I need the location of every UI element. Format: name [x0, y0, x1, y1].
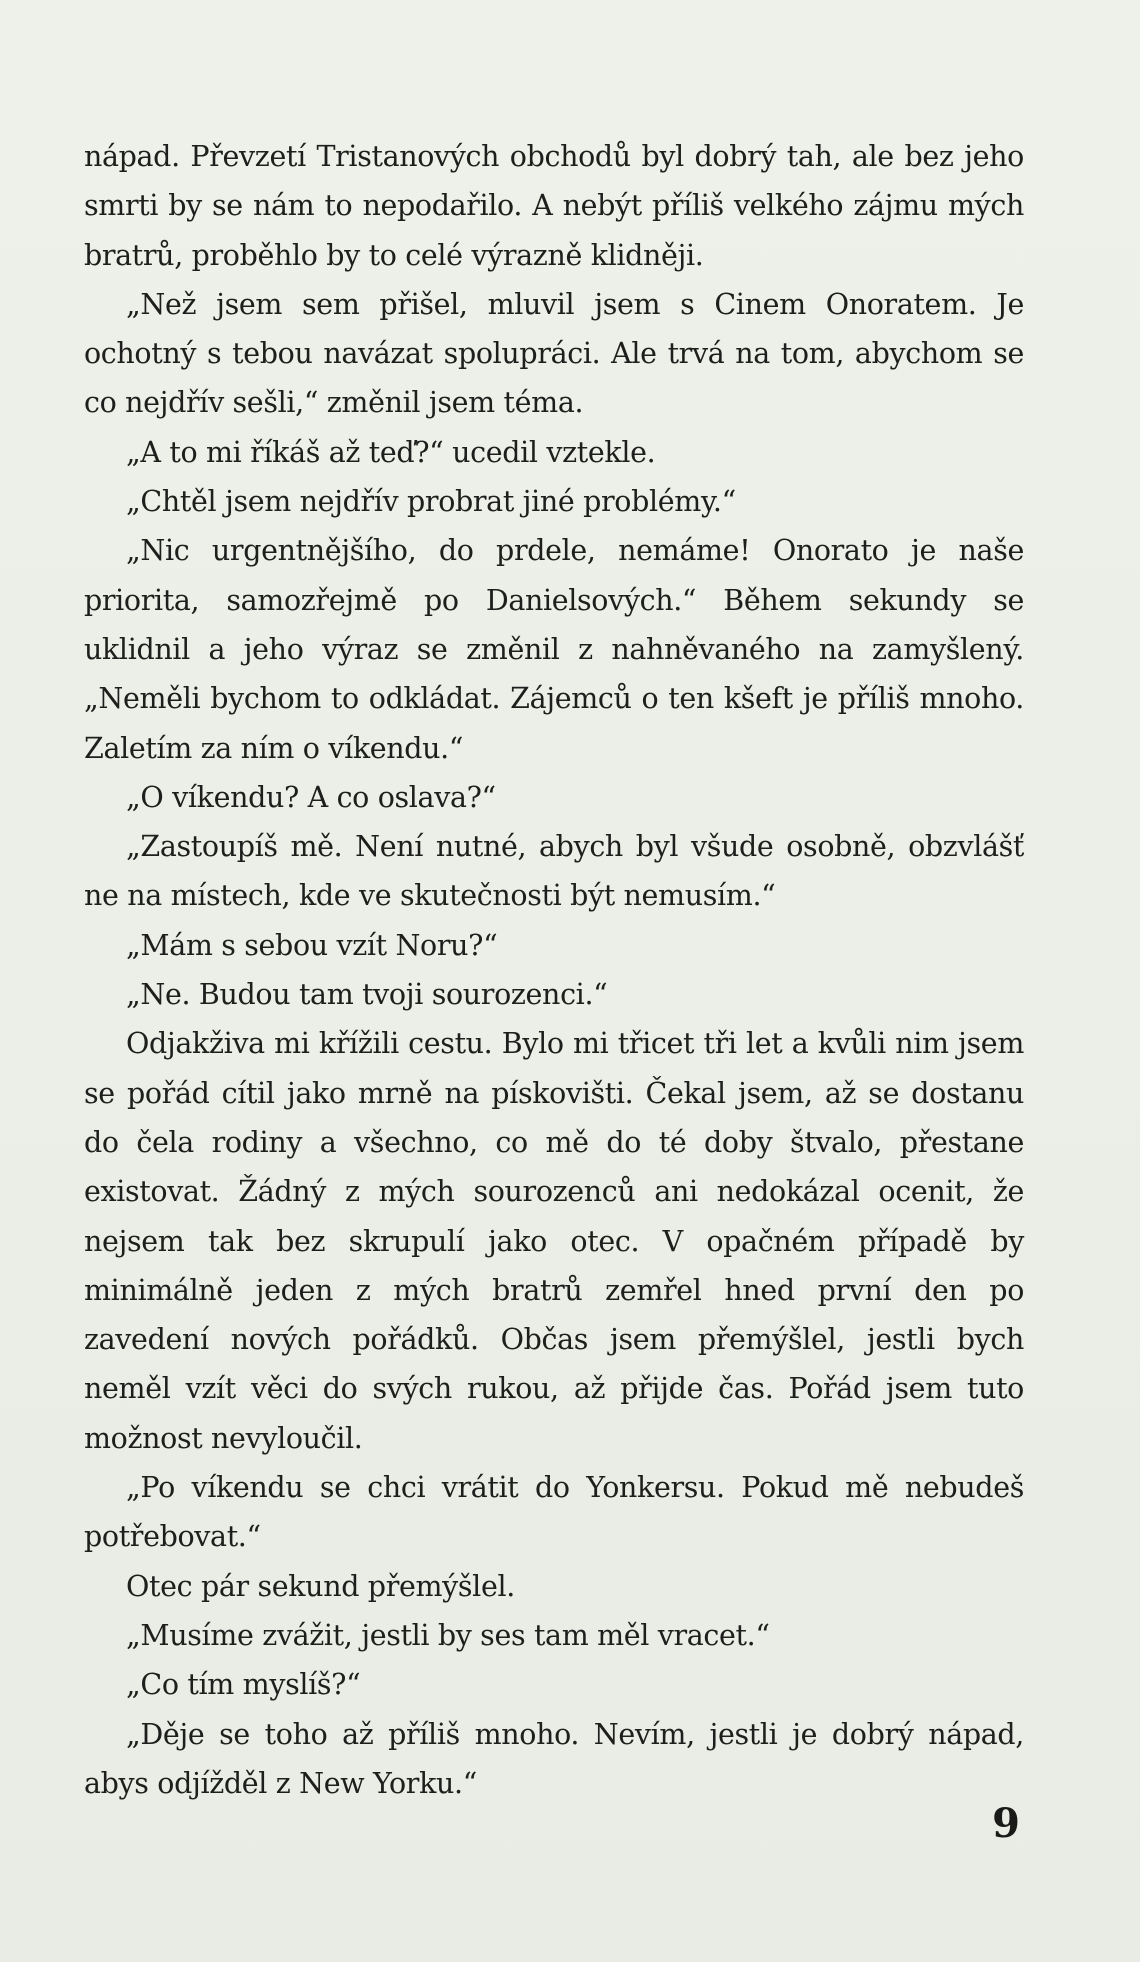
body-text: [84, 132, 1024, 1808]
paragraph: „Chtěl jsem nejdřív probrat jiné problémy.“: [126, 485, 736, 519]
paragraph: „Děje se toho až příliš mnoho. Nevím, jestli je dobrý nápad, abys odjížděl z New Yorku.“: [84, 1717, 1024, 1800]
paragraph: „Zastoupíš mě. Není nutné, abych byl všude osobně, obzvlášť ne na místech, kde ve skutečnosti být nemusím.“: [84, 830, 1024, 913]
paragraph: Odjakživa mi křížili cestu. Bylo mi třicet tři let a kvůli nim jsem se pořád cítil jako mrně na pískovišti. Čekal jsem, až se dostanu do čela rodiny a všechno, co mě do té doby štvalo, přestane existovat. Žádný z mých sourozenců ani nedokázal ocenit, že nejsem tak bez skrupulí jako otec. V opačném případě by minimálně jeden z mých bratrů zemřel hned první den po zavedení nových pořádků. Občas jsem přemýšlel, jestli bych neměl vzít věci do svých rukou, až přijde čas. Pořád jsem tuto možnost nevyloučil.: [84, 1027, 1024, 1455]
page-number: 9: [992, 1800, 1020, 1847]
paragraph: „A to mi říkáš až teď?“ ucedil vztekle.: [126, 435, 656, 469]
paragraph: „Ne. Budou tam tvoji sourozenci.“: [126, 978, 608, 1012]
paragraph: „Mám s sebou vzít Noru?“: [126, 928, 498, 962]
paragraph: Otec pár sekund přemýšlel.: [126, 1569, 515, 1603]
paragraph: „Co tím myslíš?“: [126, 1668, 361, 1702]
paragraph: „Než jsem sem přišel, mluvil jsem s Cinem Onoratem. Je ochotný s tebou navázat spolupráci. Ale trvá na tom, abychom se co nejdřív sešli,“ změnil jsem téma.: [84, 287, 1024, 420]
paragraph: „Musíme zvážit, jestli by ses tam měl vracet.“: [126, 1618, 770, 1652]
paragraph: nápad. Převzetí Tristanových obchodů byl dobrý tah, ale bez jeho smrti by se nám to nepodařilo. A nebýt příliš velkého zájmu mých bratrů, proběhlo by to celé výrazně klidněji.: [84, 140, 1024, 272]
paragraph: „Po víkendu se chci vrátit do Yonkersu. Pokud mě nebudeš potřebovat.“: [84, 1471, 1024, 1554]
paragraph: „O víkendu? A co oslava?“: [126, 780, 496, 814]
paragraph: „Nic urgentnějšího, do prdele, nemáme! Onorato je naše priorita, samozřejmě po Danielsových.“ Během sekundy se uklidnil a jeho výraz se změnil z nahněvaného na zamyšlený. „Neměli bychom to odkládat. Zájemců o ten kšeft je příliš mnoho. Zaletím za ním o víkendu.“: [84, 534, 1024, 765]
